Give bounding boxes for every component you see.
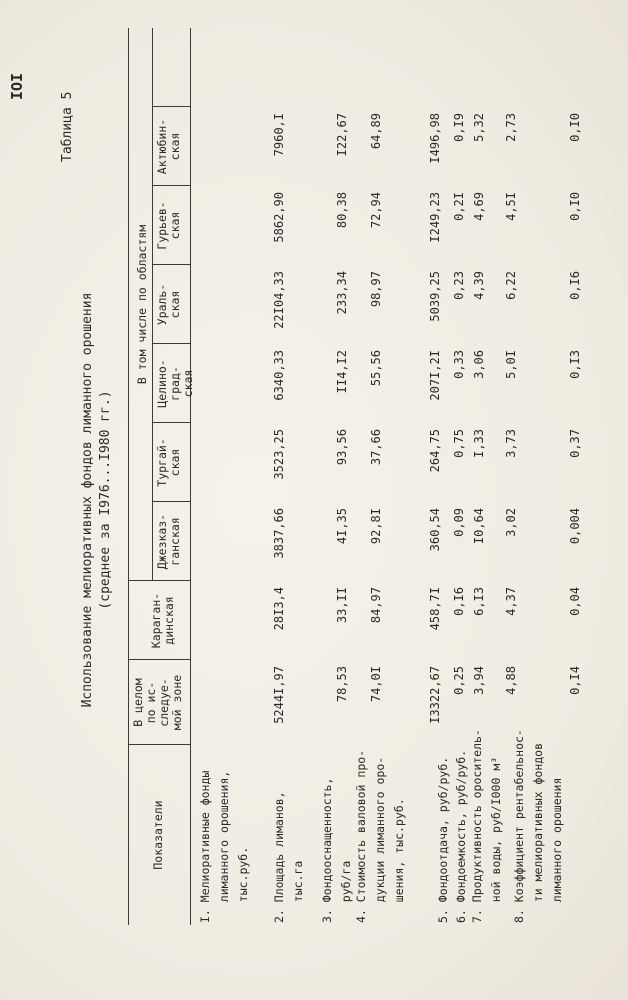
table-top-rule [128,28,129,925]
cell-r5-c4: 0,75 [452,429,466,458]
indicator-line: 8. Коэффициент рентабельнос- [512,729,526,923]
header-region-line: ганская [168,517,182,566]
cell-r7-c4: 3,73 [504,429,518,458]
cell-r2-c2: 33,II [335,587,349,624]
indicator-8 [510,729,567,923]
header-total [132,660,184,745]
cell-r7-c3: 3,02 [504,508,518,537]
cell-r4-c8: I496,98 [428,113,442,164]
cell-r7-c1: 4,88 [504,666,518,695]
cell-r8-c3: 0,004 [568,508,582,545]
cell-r3-c6: 98,97 [369,271,383,308]
indicator-line: 5. Фондоотдача, руб/руб. [436,756,450,923]
indicator-line: руб/га [339,860,353,923]
indicator-line: дукции лиманного оро- [373,756,387,923]
cell-r4-c6: 5039,25 [428,271,442,322]
header-region-line: ская [181,369,195,398]
cell-r6-c2: 6,I3 [472,587,486,616]
table-title: Использование мелиоративных фондов лиманного орошения [80,292,95,708]
cell-r6-c1: 3,94 [472,666,486,695]
header-region-line: Караган- [149,592,163,649]
header-region-line: Ураль- [155,283,169,326]
cell-r5-c2: 0,I6 [452,587,466,616]
indicator-7 [468,729,506,923]
cell-r1-c5: 6340,33 [272,350,286,401]
cell-r2-c7: 80,38 [335,192,349,229]
header-region-1 [150,581,176,660]
header-total-line: следуе- [157,678,171,727]
cell-r7-c2: 4,37 [504,587,518,616]
header-total-line: мой зоне [170,674,184,731]
indicator-line: 6. Фондоемкость, руб/руб. [454,749,468,923]
cell-r1-c8: 7960,I [272,113,286,157]
cell-r8-c2: 0,04 [568,587,582,616]
cell-r3-c8: 64,89 [369,113,383,150]
header-bottom-rule [190,28,191,925]
cell-r8-c1: 0,I4 [568,666,582,695]
cell-r8-c8: 0,I0 [568,113,582,142]
header-region-line: Джезказ- [155,513,169,570]
cell-r3-c3: 92,8I [369,508,383,545]
indicator-line: ной воды, руб/I000 м³ [489,756,503,923]
indicator-line: тыс.руб. [236,846,250,923]
indicator-3 [318,778,356,923]
cell-r7-c7: 4,5I [504,192,518,221]
cell-r1-c1: 5244I,97 [272,666,286,724]
cell-r2-c6: 233,34 [335,271,349,315]
indicator-line: лиманного орошения [550,777,564,923]
table-label: Таблица 5 [60,91,75,162]
header-region-line: ская [168,290,182,319]
header-region-line: ская [168,448,182,477]
indicator-line: 3. Фондооснащенность, [320,777,334,923]
cell-r3-c5: 55,56 [369,350,383,387]
cell-r2-c5: II4,I2 [335,350,349,394]
header-total-line: по ис- [144,681,158,724]
cell-r2-c1: 78,53 [335,666,349,703]
indicator-line: тыс.га [291,860,305,923]
cell-r1-c4: 3523,25 [272,429,286,480]
cell-r5-c6: 0,23 [452,271,466,300]
header-region-3 [156,423,182,502]
indicator-line: 4. Стоимость валовой про- [354,749,368,923]
header-region-5 [156,265,182,344]
indicator-line: шения, тыс.руб. [392,798,406,923]
cell-r8-c4: 0,37 [568,429,582,458]
cell-r4-c3: 360,54 [428,508,442,552]
header-region-line: ская [168,132,182,161]
header-region-line: Гурьев- [155,201,169,250]
indicator-5 [434,757,453,923]
cell-r5-c1: 0,25 [452,666,466,695]
header-region-line: динская [162,596,176,645]
header-region-6 [156,186,182,265]
cell-r5-c7: 0,2I [452,192,466,221]
header-indicator: Показатели [151,800,165,870]
header-region-line: Целино- [155,359,169,408]
header-region-4 [156,344,195,423]
cell-r6-c6: 4,39 [472,271,486,300]
cell-r6-c4: I,33 [472,429,486,458]
header-region-2 [156,502,182,581]
cell-r8-c6: 0,I6 [568,271,582,300]
cell-r7-c8: 2,73 [504,113,518,142]
cell-r3-c7: 72,94 [369,192,383,229]
indicator-line: 2. Площадь лиманов, [272,791,286,923]
cell-r4-c4: 264,75 [428,429,442,473]
indicator-4 [352,750,409,923]
cell-r4-c2: 458,7I [428,587,442,631]
cell-r7-c6: 6,22 [504,271,518,300]
cell-r8-c7: 0,I0 [568,192,582,221]
indicator-line: I. Мелиоративные фонды [198,770,212,923]
table-subtitle: (среднее за I976...I980 гг.) [98,390,113,610]
cell-r4-c7: I249,23 [428,192,442,243]
cell-r2-c3: 4I,35 [335,508,349,545]
cell-r4-c5: 207I,2I [428,350,442,401]
header-total-line: В целом [131,678,145,727]
cell-r7-c5: 5,0I [504,350,518,379]
header-regions-group: В том числе по областям [135,224,149,385]
cell-r6-c8: 5,32 [472,113,486,142]
header-region-7 [156,107,182,186]
cell-r1-c3: 3837,66 [272,508,286,559]
cell-r1-c2: 28I3,4 [272,587,286,631]
header-region-line: град- [168,366,182,401]
cell-r3-c4: 37,66 [369,429,383,466]
cell-r5-c5: 0,33 [452,350,466,379]
cell-r6-c7: 4,69 [472,192,486,221]
indicator-line: ти мелиоративных фондов [531,742,545,923]
indicator-I [196,771,253,923]
indicator-line: лиманного орошения, [217,770,231,923]
indicator-2 [270,791,308,923]
page-number: IOI [8,72,26,100]
cell-r5-c8: 0,I9 [452,113,466,142]
cell-r2-c4: 93,56 [335,429,349,466]
cell-r3-c1: 74,0I [369,666,383,703]
cell-r6-c3: I0,64 [472,508,486,545]
cell-r2-c8: I22,67 [335,113,349,157]
cell-r1-c6: 22I04,33 [272,271,286,329]
cell-r4-c1: I3322,67 [428,666,442,724]
header-region-line: ская [168,211,182,240]
region-group-rule [152,28,153,581]
cell-r3-c2: 84,97 [369,587,383,624]
cell-r8-c5: 0,I3 [568,350,582,379]
cell-r1-c7: 5862,90 [272,192,286,243]
indicator-line: 7. Продуктивность ороситель- [470,729,484,923]
cell-r5-c3: 0,09 [452,508,466,537]
cell-r6-c5: 3,06 [472,350,486,379]
header-region-line: Актюбин- [155,118,169,175]
header-region-line: Тургай- [155,438,169,487]
